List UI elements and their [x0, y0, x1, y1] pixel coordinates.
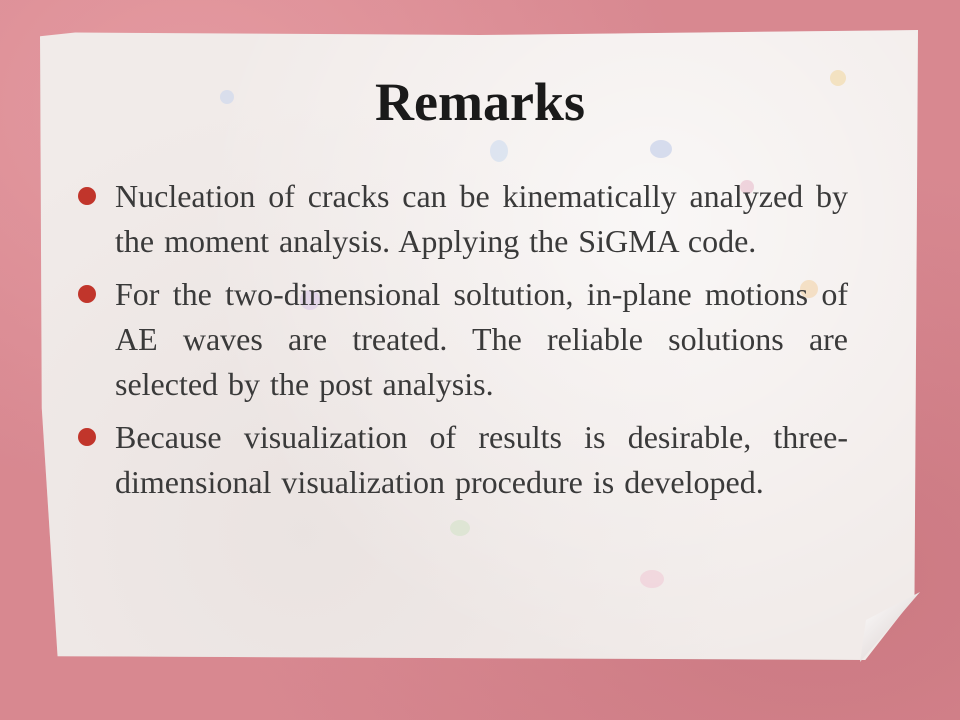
- bullet-dot-icon: [78, 285, 96, 303]
- bullet-item-two-dimensional: [78, 272, 848, 407]
- bullet-list: [78, 174, 848, 513]
- bullet-text: Because visualization of results is desirable, three-dimensional visualization procedure is developed.: [115, 419, 848, 500]
- paint-splatter: [650, 140, 672, 158]
- paint-splatter: [450, 520, 470, 536]
- bullet-text: For the two-dimensional soltution, in-plane motions of AE waves are treated. The reliable solutions are selected by the post analysis.: [115, 276, 848, 402]
- slide-title: Remarks: [375, 72, 585, 132]
- bullet-item-visualization: [78, 415, 848, 505]
- bullet-dot-icon: [78, 187, 96, 205]
- bullet-text: Nucleation of cracks can be kinematically analyzed by the moment analysis. Applying the SiGMA code.: [115, 178, 848, 259]
- bullet-dot-icon: [78, 428, 96, 446]
- paint-splatter: [640, 570, 664, 588]
- bullet-item-nucleation: [78, 174, 848, 264]
- paint-splatter: [490, 140, 508, 162]
